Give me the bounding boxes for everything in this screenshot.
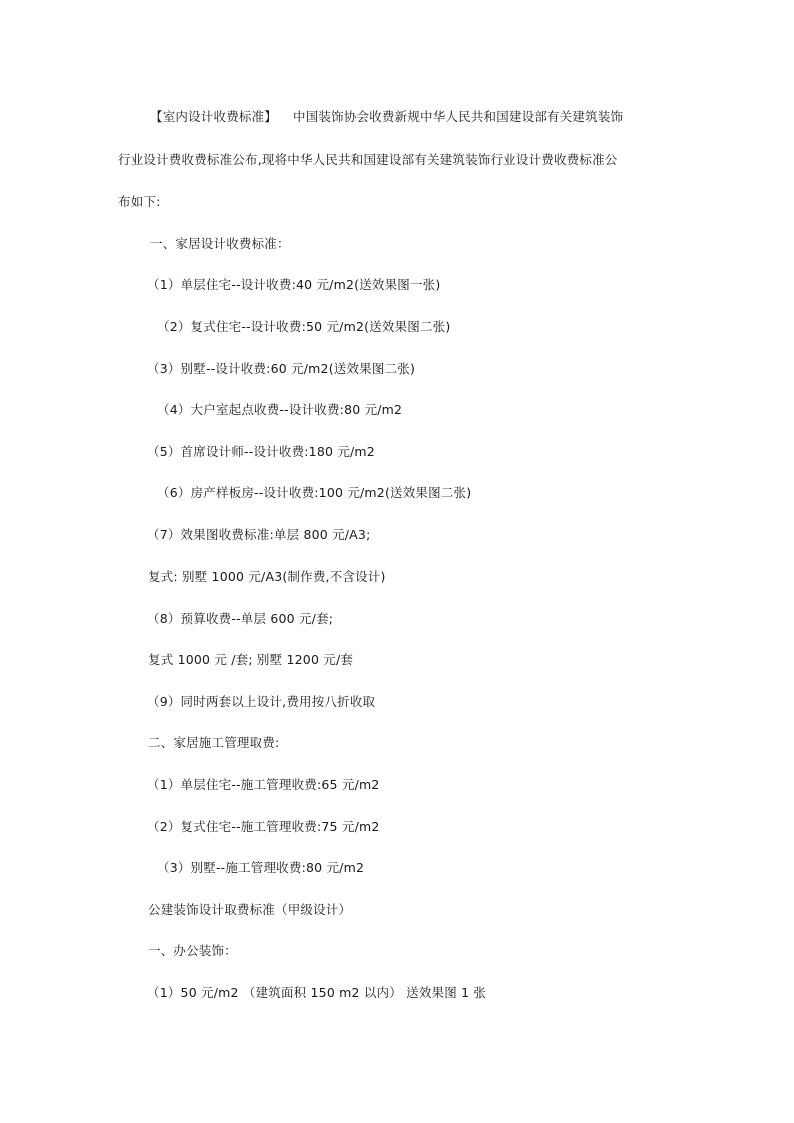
intro-line-3: 布如下:	[118, 194, 161, 209]
list-item: （9）同时两套以上设计,费用按八折收取	[147, 694, 376, 709]
list-item: （2）复式住宅--设计收费:50 元/m2(送效果图二张)	[157, 319, 451, 334]
section-heading-office: 一、办公装饰：	[148, 943, 237, 958]
intro-text-1: 中国装饰协会收费新规中华人民共和国建设部有关建筑装饰	[293, 109, 624, 124]
document-title: 【室内设计收费标准】	[150, 109, 278, 124]
list-item: （8）预算收费--单层 600 元/套;	[147, 611, 334, 626]
list-item: （1）50 元/m2 （建筑面积 150 m2 以内） 送效果图 1 张	[147, 985, 487, 1000]
section-heading-home-design: 一、家居设计收费标准：	[150, 236, 290, 251]
section-heading-home-management: 二、家居施工管理取费:	[148, 735, 280, 750]
list-item: （7）效果图收费标准:单层 800 元/A3;	[147, 527, 371, 542]
list-item: 复式 1000 元 /套; 别墅 1200 元/套	[148, 652, 354, 667]
list-item: （3）别墅--施工管理收费:80 元/m2	[157, 860, 365, 875]
intro-line-1	[150, 109, 623, 125]
list-item: （6）房产样板房--设计收费:100 元/m2(送效果图二张)	[157, 485, 472, 500]
list-item: （1）单层住宅--设计收费:40 元/m2(送效果图一张)	[147, 277, 441, 292]
section-heading-public-design: 公建装饰设计取费标准（甲级设计）	[148, 902, 352, 917]
list-item: 复式: 别墅 1000 元/A3(制作费,不含设计)	[148, 569, 386, 584]
list-item: （3）别墅--设计收费:60 元/m2(送效果图二张)	[147, 361, 416, 376]
list-item: （5）首席设计师--设计收费:180 元/m2	[147, 444, 375, 459]
list-item: （4）大户室起点收费--设计收费:80 元/m2	[157, 402, 403, 417]
intro-line-2: 行业设计费收费标准公布,现将中华人民共和国建设部有关建筑装饰行业设计费收费标准公	[118, 152, 618, 167]
list-item: （2）复式住宅--施工管理收费:75 元/m2	[147, 819, 380, 834]
list-item: （1）单层住宅--施工管理收费:65 元/m2	[147, 777, 380, 792]
